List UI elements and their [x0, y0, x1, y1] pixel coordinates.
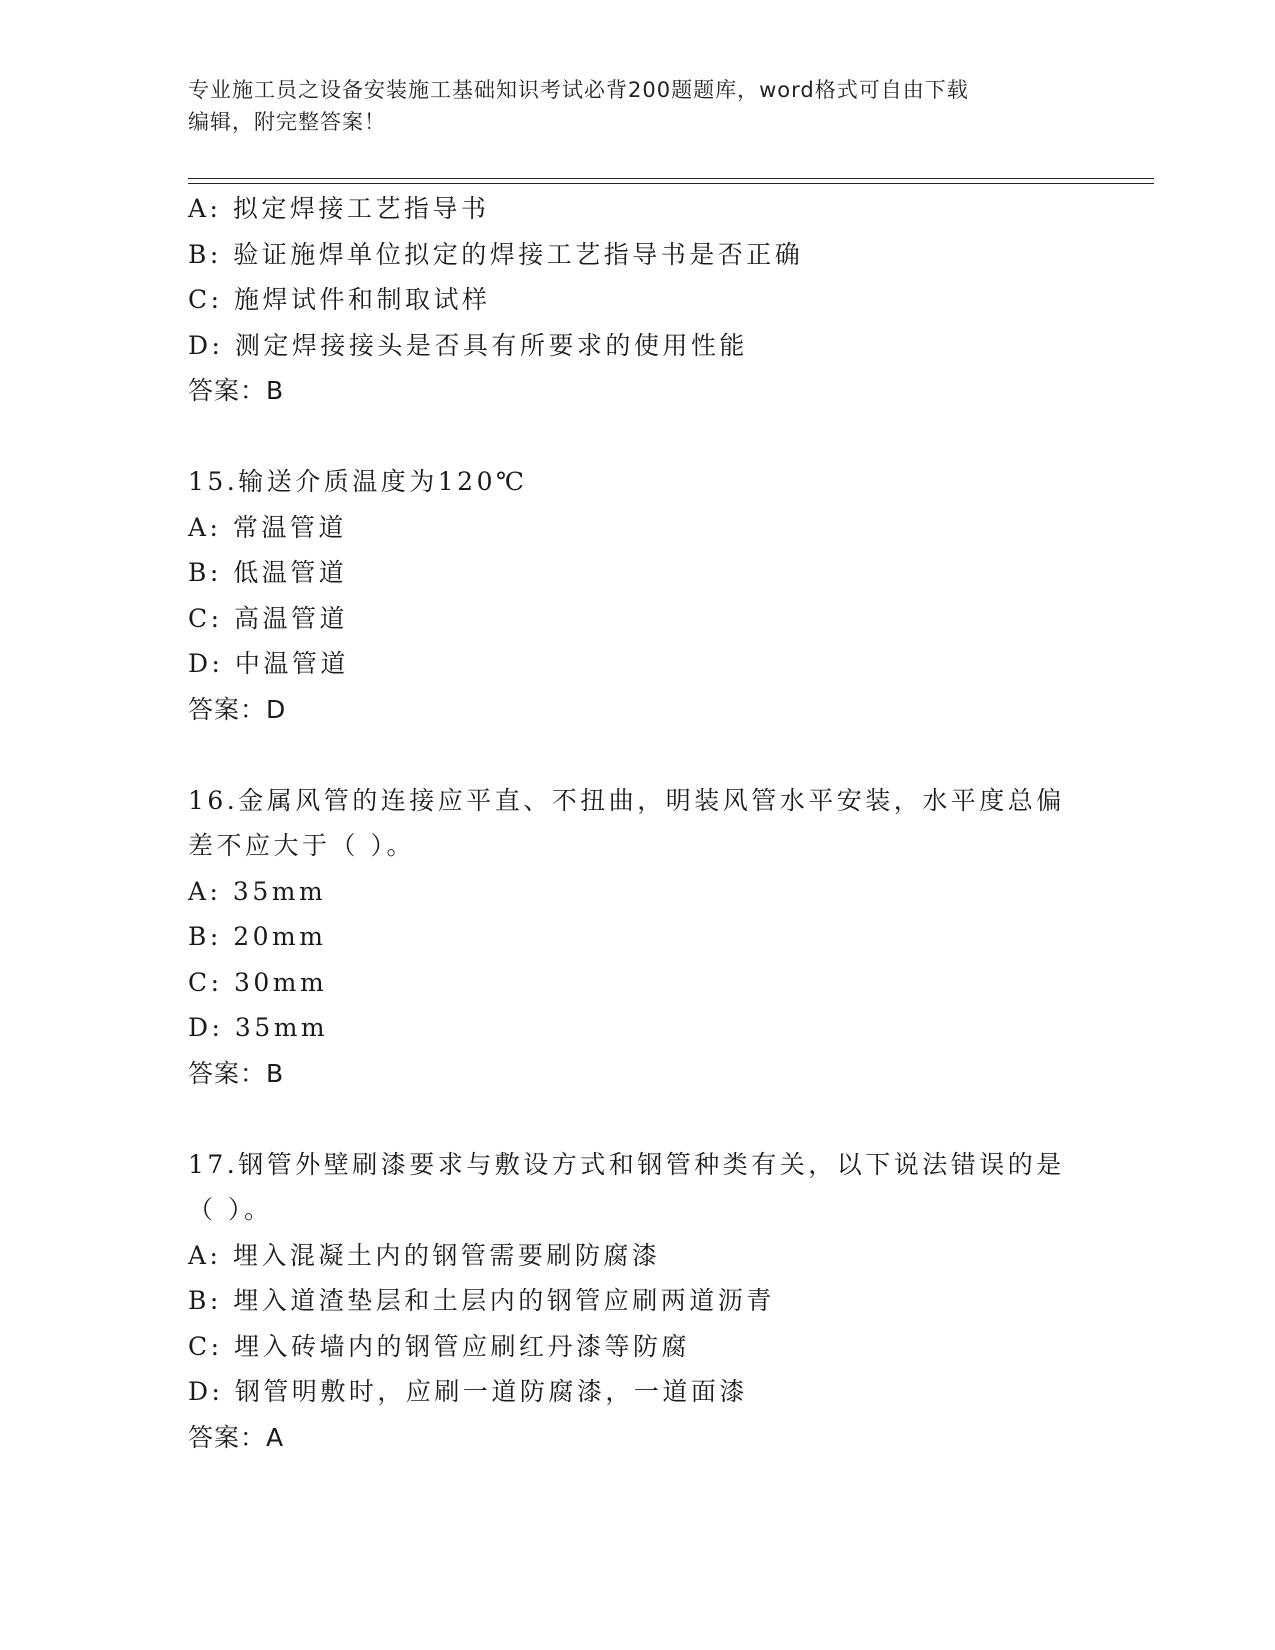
header-rule-top: [188, 178, 1154, 179]
option-d: D: 35mm: [188, 1013, 329, 1042]
answer: 答案：D: [188, 694, 287, 724]
question-stem-line-1: 16.金属风管的连接应平直、不扭曲，明装风管水平安装，水平度总偏: [188, 785, 1065, 815]
option-a: A: 埋入混凝土内的钢管需要刷防腐漆: [188, 1240, 661, 1270]
header-line-1: 专业施工员之设备安装施工基础知识考试必背200题题库，word格式可自由下载: [188, 78, 969, 102]
answer: 答案：A: [188, 1422, 285, 1452]
option-b: B: 验证施焊单位拟定的焊接工艺指导书是否正确: [188, 239, 804, 269]
question-stem: 15.输送介质温度为120℃: [188, 467, 528, 496]
question-15: [188, 459, 1088, 732]
question-17: [188, 1142, 1088, 1461]
option-d: D: 中温管道: [188, 649, 349, 678]
spacer: [188, 732, 1088, 778]
option-c: C: 施焊试件和制取试样: [188, 285, 491, 314]
option-a: A: 常温管道: [188, 512, 347, 542]
option-b: B: 20mm: [188, 922, 327, 951]
header-line-2: 编辑，附完整答案！: [188, 110, 386, 134]
question-stem-line-2: （ ）。: [188, 1195, 273, 1224]
question-14: [188, 186, 1088, 414]
answer: 答案：B: [188, 1058, 285, 1088]
option-d: D: 测定焊接接头是否具有所要求的使用性能: [188, 330, 748, 360]
question-list: [188, 186, 1088, 1460]
header-rule-bottom: [188, 183, 1154, 184]
option-c: C: 30mm: [188, 967, 328, 997]
spacer: [188, 1096, 1088, 1142]
option-c: C: 埋入砖墙内的钢管应刷红丹漆等防腐: [188, 1331, 690, 1361]
question-stem-line-2: 差不应大于（ ）。: [188, 831, 415, 860]
option-c: C: 高温管道: [188, 603, 348, 633]
question-16: [188, 778, 1088, 1097]
option-d: D: 钢管明敷时，应刷一道防腐漆，一道面漆: [188, 1377, 748, 1406]
option-a: A: 35mm: [188, 876, 327, 906]
option-b: B: 低温管道: [188, 558, 348, 587]
spacer: [188, 414, 1088, 460]
question-stem-line-1: 17.钢管外壁刷漆要求与敷设方式和钢管种类有关，以下说法错误的是: [188, 1149, 1065, 1179]
answer: 答案：B: [188, 376, 285, 405]
document-header: [188, 74, 1088, 138]
option-a: A: 拟定焊接工艺指导书: [188, 194, 490, 223]
option-b: B: 埋入道渣垫层和土层内的钢管应刷两道沥青: [188, 1286, 775, 1315]
